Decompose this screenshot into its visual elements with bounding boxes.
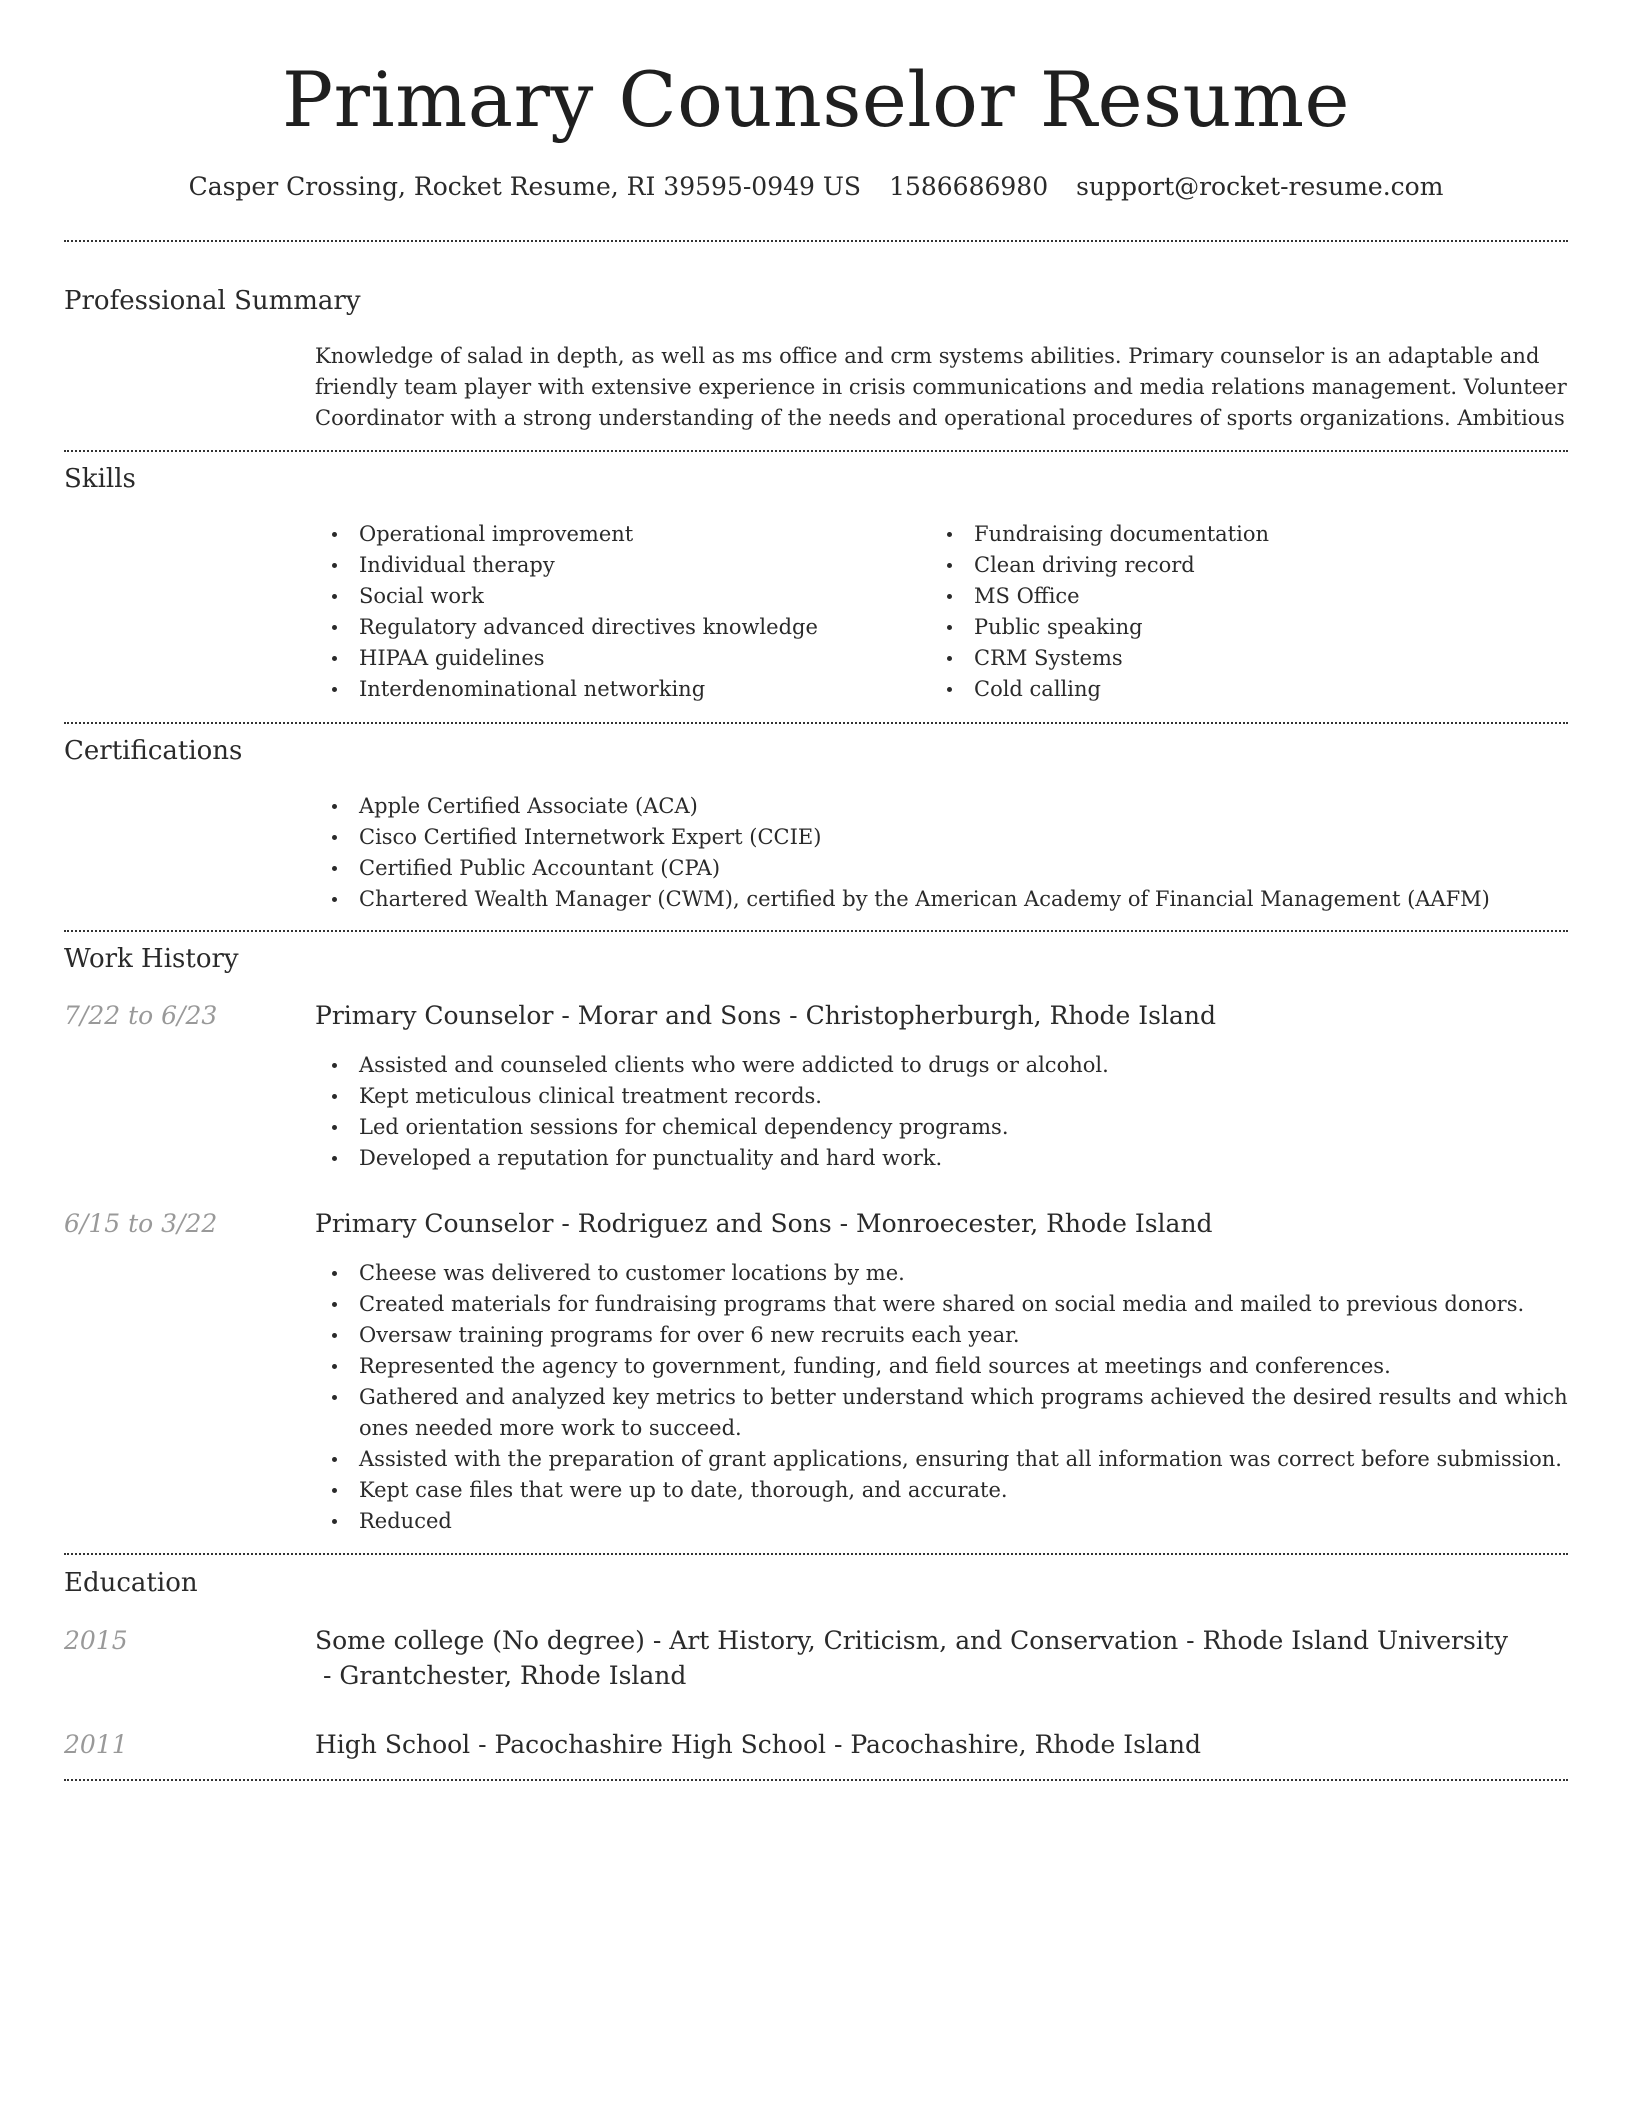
skills-list-right: [930, 519, 1530, 705]
job-location: Christopherburgh, Rhode Island: [805, 1001, 1216, 1030]
education-heading: Education: [64, 1568, 198, 1598]
job-company: Morar and Sons: [577, 1001, 782, 1030]
contact-email: support@rocket-resume.com: [1076, 172, 1444, 201]
summary-heading: Professional Summary: [64, 286, 361, 316]
education-year: 2011: [64, 1730, 128, 1759]
job-bullet: Cheese was delivered to customer locations by me.: [315, 1258, 1568, 1289]
skill-item: Fundraising documentation: [930, 519, 1530, 550]
certification-item: Certified Public Accountant (CPA): [315, 853, 1568, 884]
separator: -: [553, 1209, 578, 1238]
education-school: Pacochashire High School: [494, 1730, 826, 1759]
skill-item: MS Office: [930, 581, 1530, 612]
job-title: Primary Counselor: [315, 1001, 554, 1030]
certification-item: Chartered Wealth Manager (CWM), certified by the American Academy of Financial Management (AAFM): [315, 884, 1568, 915]
education-location: Grantchester, Rhode Island: [339, 1661, 687, 1690]
certifications-list: [315, 791, 1568, 915]
job-title: Primary Counselor: [315, 1209, 554, 1238]
skills-heading: Skills: [64, 464, 136, 494]
job-bullet: Assisted and counseled clients who were addicted to drugs or alcohol.: [315, 1050, 1568, 1081]
job-bullet: Led orientation sessions for chemical dependency programs.: [315, 1112, 1568, 1143]
education-degree: Some college (No degree): [315, 1626, 645, 1655]
work-history-heading: Work History: [64, 944, 239, 974]
separator: -: [470, 1730, 495, 1759]
skill-item: CRM Systems: [930, 643, 1530, 674]
skill-item: Operational improvement: [315, 519, 915, 550]
job-header: [315, 998, 1568, 1033]
separator: -: [826, 1730, 851, 1759]
certifications-heading: Certifications: [64, 736, 243, 766]
job-bullet: Created materials for fundraising programs that were shared on social media and mailed to previous donors.: [315, 1289, 1568, 1320]
section-divider: [64, 450, 1568, 452]
section-divider: [64, 1779, 1568, 1781]
job-header: [315, 1206, 1568, 1241]
separator: -: [831, 1209, 856, 1238]
job-bullets: [315, 1050, 1568, 1174]
job-bullet: Kept meticulous clinical treatment records.: [315, 1081, 1568, 1112]
job-bullet: Developed a reputation for punctuality and hard work.: [315, 1143, 1568, 1174]
job-bullet: Assisted with the preparation of grant applications, ensuring that all information was correct before submission.: [315, 1444, 1568, 1475]
section-divider: [64, 930, 1568, 932]
skill-item: Public speaking: [930, 612, 1530, 643]
skill-item: Regulatory advanced directives knowledge: [315, 612, 915, 643]
job-dates: 7/22 to 6/23: [64, 1001, 218, 1030]
job-dates: 6/15 to 3/22: [64, 1209, 218, 1238]
job-bullet: Represented the agency to government, funding, and field sources at meetings and conferences.: [315, 1351, 1568, 1382]
contact-line: [0, 170, 1632, 204]
job-bullets: [315, 1258, 1568, 1537]
job-bullet: Oversaw training programs for over 6 new recruits each year.: [315, 1320, 1568, 1351]
skill-item: Individual therapy: [315, 550, 915, 581]
section-divider: [64, 722, 1568, 724]
job-location: Monroecester, Rhode Island: [856, 1209, 1213, 1238]
education-field: Art History, Criticism, and Conservation: [669, 1626, 1179, 1655]
education-school: Rhode Island University: [1202, 1626, 1508, 1655]
separator: -: [1178, 1626, 1203, 1655]
education-degree: High School: [315, 1730, 471, 1759]
separator: -: [315, 1661, 340, 1690]
section-divider: [64, 240, 1568, 242]
separator: -: [781, 1001, 806, 1030]
skills-list-left: [315, 519, 915, 705]
skill-item: Interdenominational networking: [315, 674, 915, 705]
skill-item: Clean driving record: [930, 550, 1530, 581]
education-location: Pacochashire, Rhode Island: [850, 1730, 1202, 1759]
job-company: Rodriguez and Sons: [577, 1209, 832, 1238]
skill-item: Cold calling: [930, 674, 1530, 705]
skill-item: Social work: [315, 581, 915, 612]
education-year: 2015: [64, 1626, 128, 1655]
resume-title: Primary Counselor Resume: [281, 55, 1351, 144]
job-bullet: Gathered and analyzed key metrics to better understand which programs achieved the desired results and which ones needed more work to succeed.: [315, 1382, 1568, 1444]
certification-item: Apple Certified Associate (ACA): [315, 791, 1568, 822]
skill-item: HIPAA guidelines: [315, 643, 915, 674]
certification-item: Cisco Certified Internetwork Expert (CCIE): [315, 822, 1568, 853]
section-divider: [64, 1553, 1568, 1555]
education-entry: [315, 1623, 1568, 1693]
separator: -: [553, 1001, 578, 1030]
contact-phone: 1586686980: [889, 172, 1049, 201]
separator: -: [644, 1626, 670, 1655]
job-bullet: Reduced: [315, 1506, 1568, 1537]
contact-address: Casper Crossing, Rocket Resume, RI 39595-0949 US: [188, 172, 862, 201]
summary-text: Knowledge of salad in depth, as well as ms office and crm systems abilities. Primary counselor is an adaptable and friendly team player with extensive experience in crisis communications and media relations management. Volunteer Coordinator with a strong understanding of the needs and operational procedures of sports organizations. Ambitious: [315, 344, 1567, 430]
job-bullet: Kept case files that were up to date, thorough, and accurate.: [315, 1475, 1568, 1506]
education-entry: [315, 1727, 1568, 1762]
